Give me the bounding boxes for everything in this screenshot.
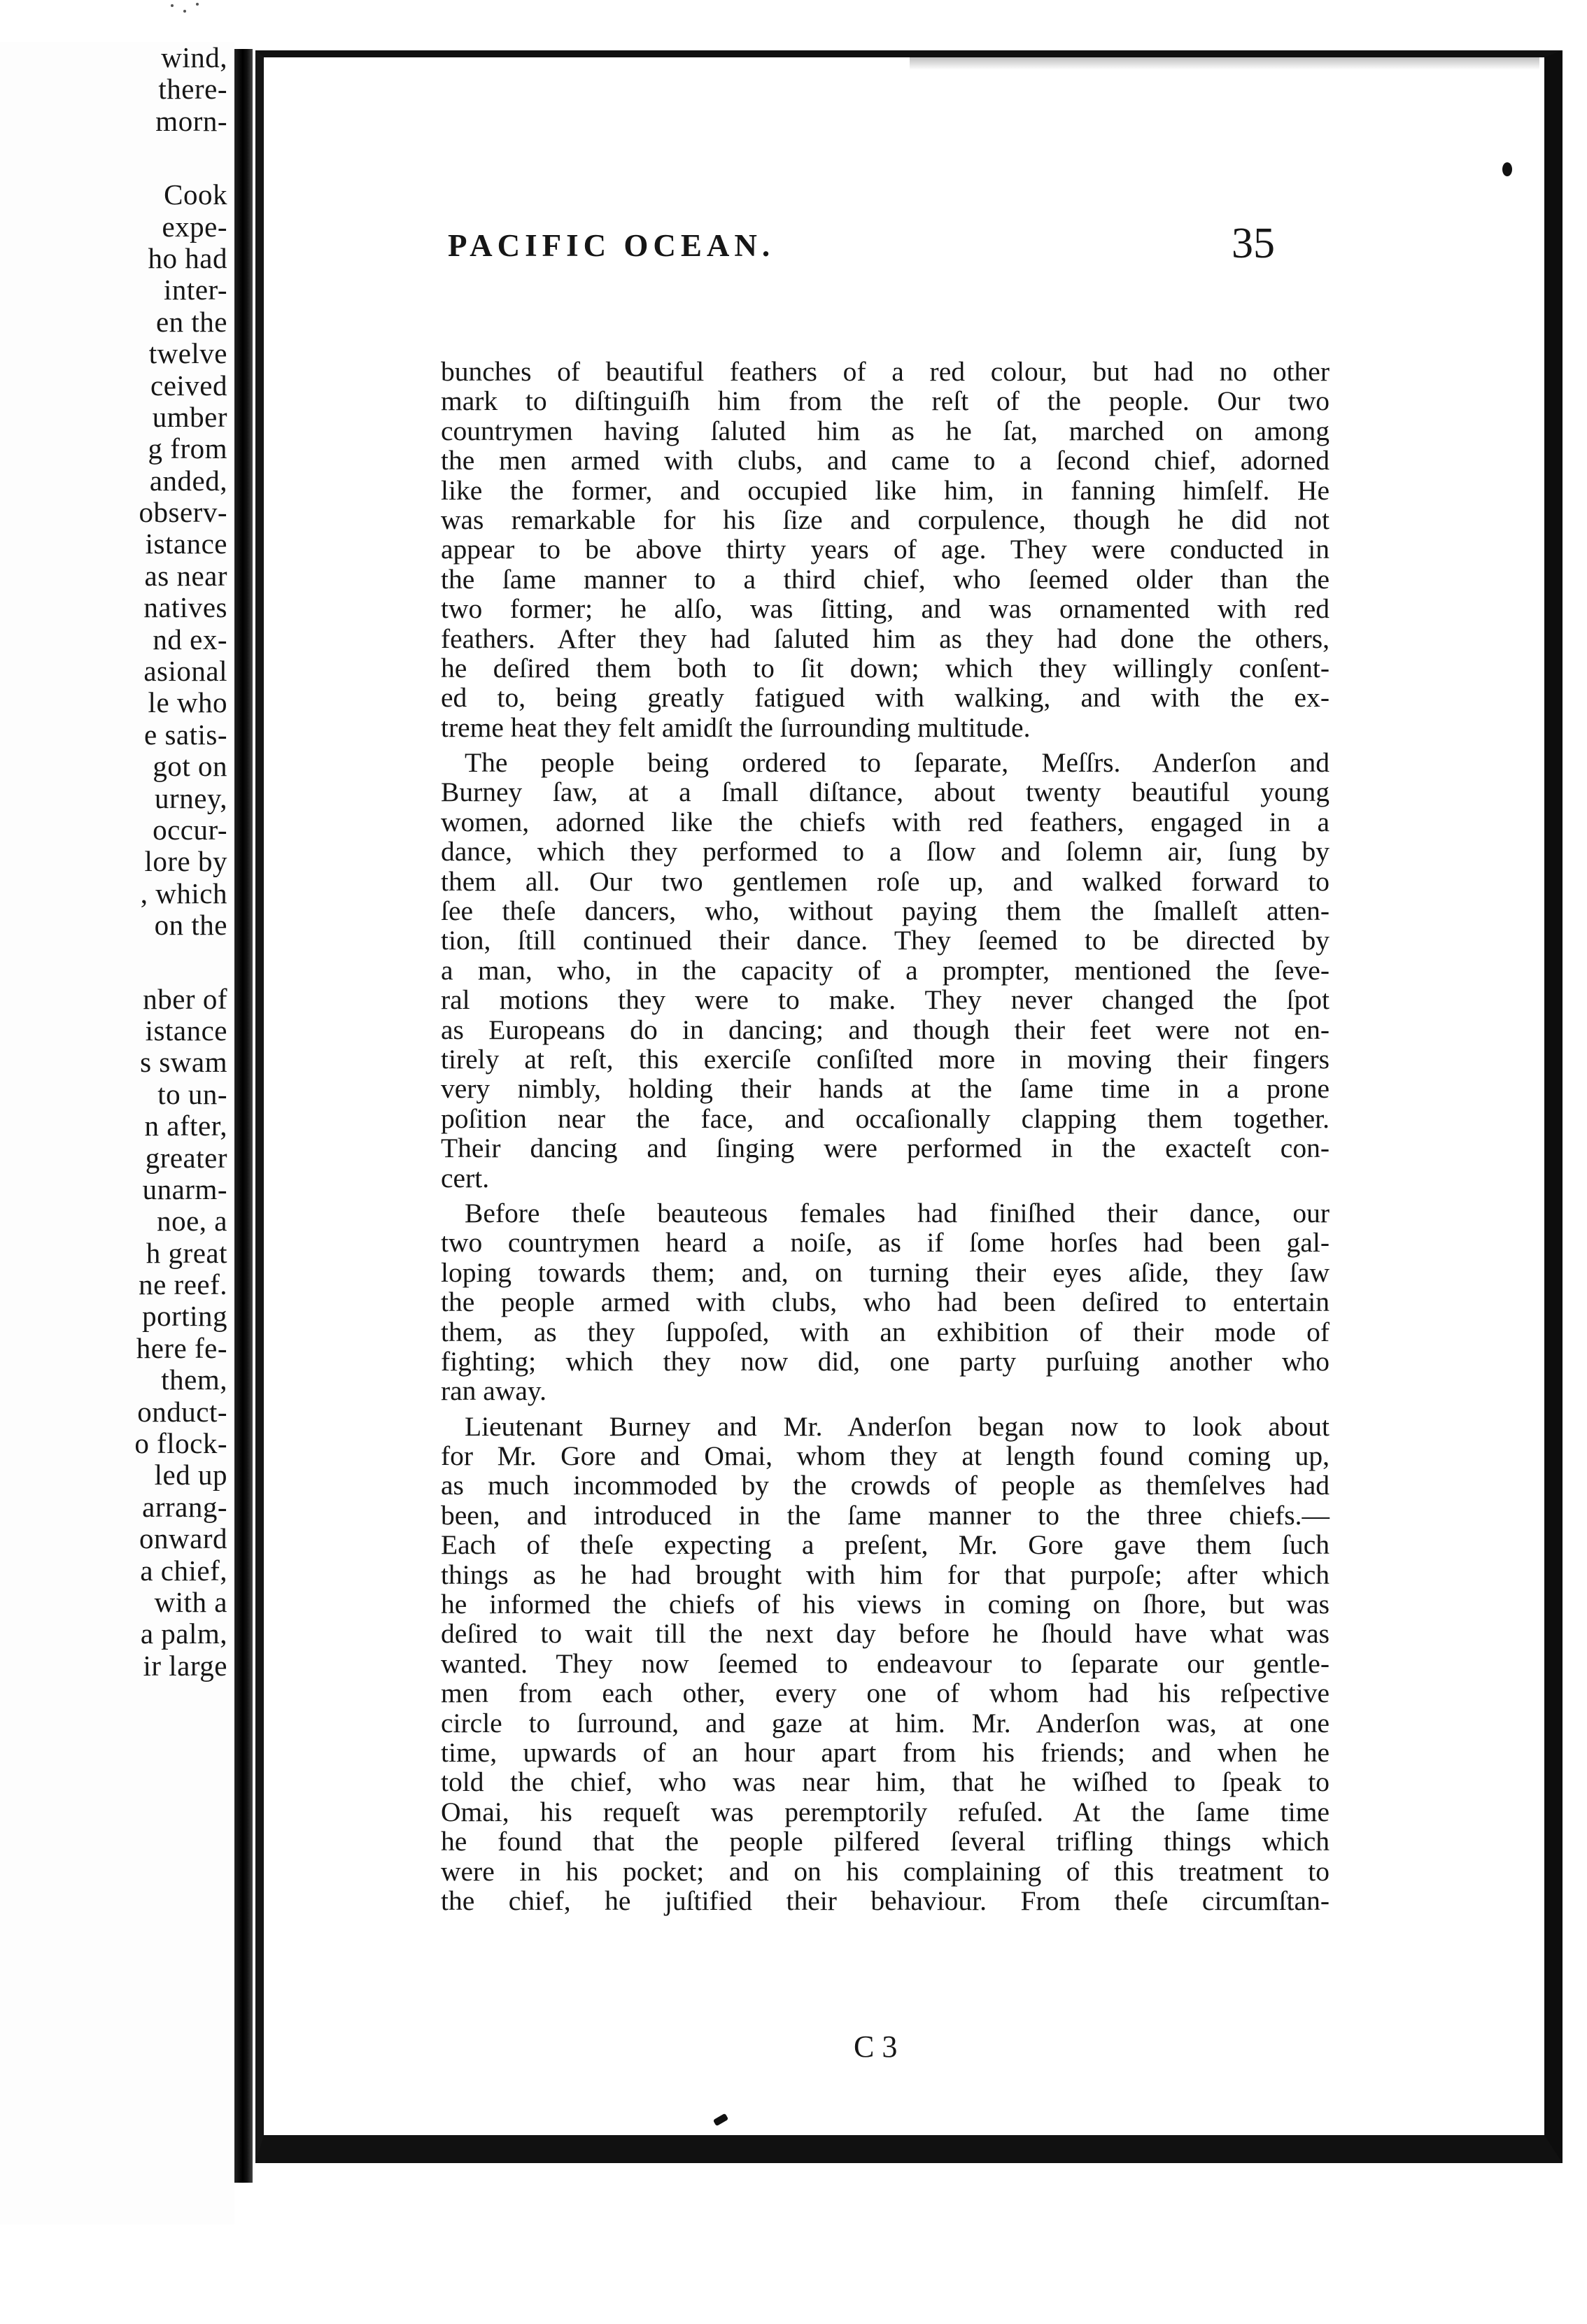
text-line: he deſired them both to ſit down; which they willingly conſent- [441, 652, 1329, 683]
text-line: very nimbly, holding their hands at the ſame time in a prone [441, 1073, 1329, 1105]
left-page-line: a palm, [140, 1617, 227, 1650]
text-line: women, adorned like the chiefs with red feathers, engaged in a [441, 806, 1329, 837]
text-line: two former; he alſo, was ſitting, and was ornamented with red [441, 593, 1329, 625]
left-page-line: asional [143, 655, 227, 688]
text-line: Before theſe beauteous females had finiſhed their dance, our [465, 1197, 1329, 1228]
text-line: been, and introduced in the ſame manner to the three chiefs.— [441, 1499, 1329, 1531]
left-page-line: with a [154, 1585, 227, 1618]
text-line: feathers. After they had ſaluted him as they had done the others, [441, 623, 1329, 654]
text-line: Lieutenant Burney and Mr. Anderſon began now to look about [465, 1410, 1329, 1442]
text-line: like the former, and occupied like him, in fanning himſelf. He [441, 474, 1329, 506]
left-page-line: le who [148, 686, 227, 719]
left-page-line: onduct- [137, 1395, 227, 1428]
signature-mark: C 3 [854, 2029, 898, 2064]
left-page-line: ho had [148, 241, 227, 274]
page-edge-shadow [910, 57, 1539, 70]
text-line: ran away. [441, 1375, 546, 1407]
text-line: tion, ſtill continued their dance. They ſeemed to be directed by [441, 925, 1329, 956]
text-line: the chief, he juſtified their behaviour. From theſe circumſtan- [441, 1885, 1329, 1916]
left-page-line: got on [153, 750, 227, 783]
left-page-line: istance [145, 1014, 227, 1047]
left-page-line: wind, [161, 42, 227, 73]
left-page-line: a chief, [140, 1554, 227, 1587]
text-line: wanted. They now ſeemed to endeavour to ſeparate our gentle- [441, 1648, 1329, 1679]
text-line: ſee theſe dancers, who, without paying them the ſmalleſt atten- [441, 895, 1329, 927]
running-head-title: PACIFIC OCEAN. [448, 228, 775, 263]
left-page-line: unarm- [142, 1172, 227, 1205]
left-page-line [0, 942, 227, 984]
left-page-line: as near [144, 559, 227, 592]
text-line: the men armed with clubs, and came to a ſecond chief, adorned [441, 445, 1329, 476]
left-page-line: twelve [148, 337, 227, 370]
text-line: Omai, his requeſt was peremptorily refuſed. At the ſame time [441, 1796, 1329, 1827]
text-line: them, as they ſuppoſed, with an exhibition of their mode of [441, 1316, 1329, 1347]
left-page-line: natives [143, 591, 227, 624]
text-line: Each of theſe expecting a preſent, Mr. Gore gave them ſuch [441, 1529, 1329, 1561]
left-page-line: here fe- [136, 1331, 227, 1364]
running-head [448, 220, 1275, 269]
left-page-line: noe, a [157, 1205, 227, 1238]
ink-dot [1502, 162, 1512, 176]
left-page-line: porting [142, 1300, 227, 1333]
left-page-line: , which [140, 877, 227, 909]
left-page-line: nber of [143, 982, 227, 1015]
text-line: was remarkable for his ſize and corpulence, though he did not [441, 504, 1329, 535]
text-line: for Mr. Gore and Omai, whom they at length found coming up, [441, 1440, 1329, 1472]
left-page-line [0, 137, 227, 179]
text-line: them all. Our two gentlemen roſe up, and walked forward to [441, 865, 1329, 897]
left-page-line: morn- [155, 104, 227, 137]
text-line: time, upwards of an hour apart from his friends; and when he [441, 1736, 1329, 1768]
text-line: a man, who, in the capacity of a prompter, mentioned the ſeve- [441, 954, 1329, 986]
text-line: men from each other, every one of whom had his reſpective [441, 1678, 1329, 1709]
text-line: he informed the chiefs of his views in coming on ſhore, but was [441, 1589, 1329, 1620]
text-line: treme heat they felt amidſt the ſurrounding multitude. [441, 711, 1031, 743]
page-number: 35 [1232, 220, 1275, 267]
left-page-line: nd ex- [153, 623, 227, 656]
text-line: mark to diſtinguiſh him from the reſt of the people. Our two [441, 385, 1329, 417]
text-line: things as he had brought with him for that purpoſe; after which [441, 1559, 1329, 1590]
text-line: bunches of beautiful feathers of a red colour, but had no other [441, 356, 1329, 387]
text-line: deſired to wait till the next day before he ſhould have what was [441, 1618, 1329, 1650]
text-line: ed to, being greatly fatigued with walking, and with the ex- [441, 682, 1329, 714]
text-line: circle to ſurround, and gaze at him. Mr. Anderſon was, at one [441, 1707, 1329, 1738]
text-line: the people armed with clubs, who had been deſired to entertain [441, 1287, 1329, 1318]
left-page-line: ceived [150, 369, 227, 402]
text-line: countrymen having ſaluted him as he ſat, marched on among [441, 415, 1329, 446]
left-page-line: onward [139, 1522, 227, 1555]
text-line: The people being ordered to ſeparate, Meſſrs. Anderſon and [465, 747, 1329, 779]
left-page-line: inter- [164, 274, 227, 306]
body-text [441, 357, 1329, 1915]
left-page-line: Cook [164, 178, 227, 211]
left-page-line: o flock- [134, 1427, 227, 1460]
left-page-line: on the [154, 909, 227, 942]
text-line: Their dancing and ſinging were performed in the exacteſt con- [441, 1133, 1329, 1164]
text-line: the ſame manner to a third chief, who ſeemed older than the [441, 563, 1329, 595]
left-page-line: led up [154, 1459, 227, 1492]
left-page-line: en the [155, 305, 227, 338]
left-page-line: umber [152, 400, 227, 433]
text-line: loping towards them; and, on turning their eyes aſide, they ſaw [441, 1256, 1329, 1288]
text-line: told the chief, who was near him, that he wiſhed to ſpeak to [441, 1766, 1329, 1798]
left-page-fragment [0, 42, 234, 2225]
text-line: fighting; which they now did, one party purſuing another who [441, 1345, 1329, 1377]
left-page-line: ir large [143, 1649, 227, 1682]
text-line: tirely at reſt, this exerciſe conſiſted more in moving their fingers [441, 1043, 1329, 1075]
scan-specks [168, 0, 210, 28]
left-page-line: urney, [155, 781, 227, 814]
book-gutter [234, 49, 253, 2183]
left-page-text [0, 42, 227, 1682]
text-line: as Europeans do in dancing; and though their feet were not en- [441, 1014, 1329, 1045]
left-page-line: observ- [139, 496, 227, 529]
left-page-line: n after, [144, 1110, 227, 1142]
text-line: ral motions they were to make. They never changed the ſpot [441, 984, 1329, 1016]
left-page-line: arrang- [142, 1490, 227, 1523]
left-page-line: expe- [162, 210, 227, 243]
text-line: were in his pocket; and on his complaining of this treatment to [441, 1855, 1329, 1887]
left-page-line: istance [145, 527, 227, 560]
left-page-line: g from [148, 432, 227, 465]
text-line: dance, which they performed to a ſlow and ſolemn air, ſung by [441, 836, 1329, 867]
left-page-line: anded, [149, 464, 227, 497]
left-page-line: ne reef. [139, 1268, 227, 1301]
text-line: two countrymen heard a noiſe, as if ſome horſes had been gal- [441, 1227, 1329, 1259]
left-page-line: there- [158, 73, 227, 106]
text-line: cert. [441, 1162, 490, 1193]
left-page-line: occur- [153, 813, 227, 846]
left-page-line: e satis- [144, 718, 227, 751]
text-line: he found that the people pilfered ſeveral trifling things which [441, 1826, 1329, 1857]
text-line: appear to be above thirty years of age. They were conducted in [441, 534, 1329, 565]
left-page-line: s swam [140, 1046, 227, 1079]
text-line: poſition near the face, and occaſionally clapping them together. [441, 1103, 1329, 1134]
left-page-line: h great [146, 1236, 227, 1269]
left-page-line: to un- [157, 1077, 227, 1110]
left-page-line: greater [145, 1141, 227, 1174]
text-line: as much incommoded by the crowds of people as themſelves had [441, 1470, 1329, 1501]
left-page-line: them, [161, 1363, 227, 1396]
text-line: Burney ſaw, at a ſmall diſtance, about twenty beautiful young [441, 777, 1329, 808]
left-page-line: lore by [144, 845, 227, 878]
